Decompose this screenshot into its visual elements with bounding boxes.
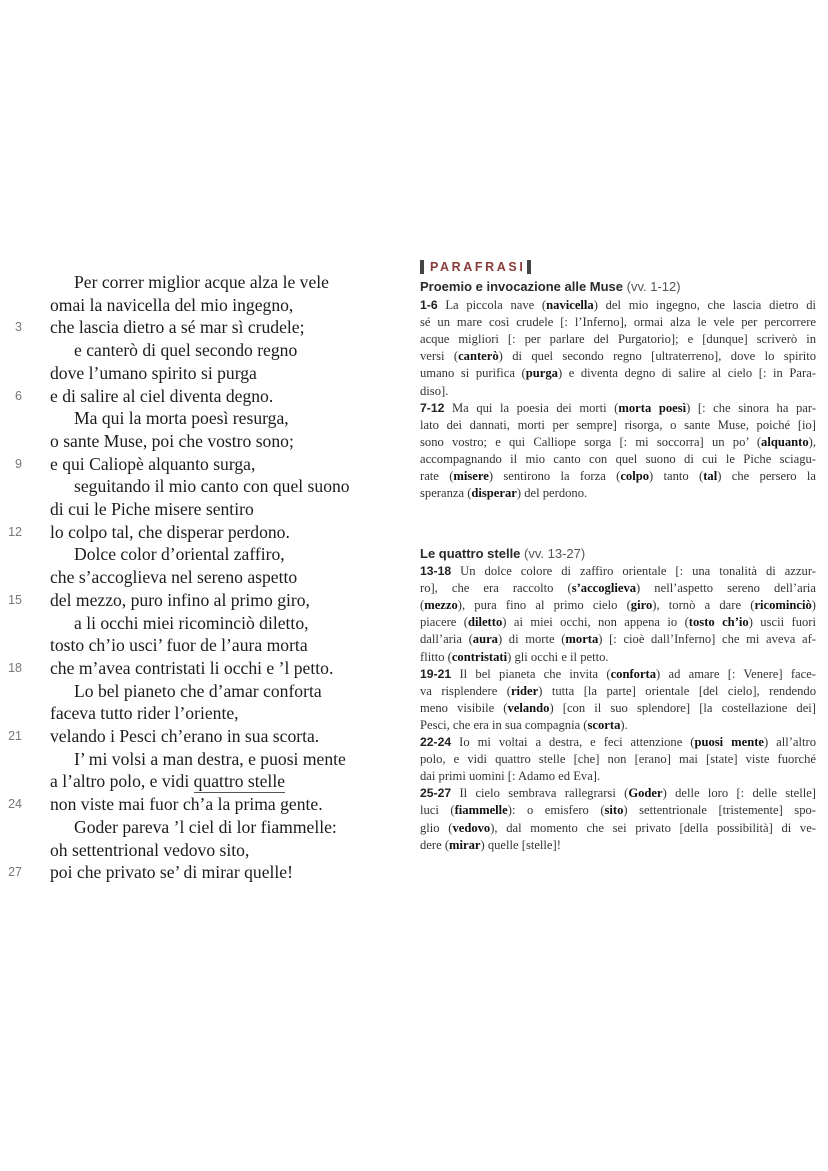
verse-number: 6 xyxy=(15,388,22,403)
paraphrase-line xyxy=(420,434,816,451)
verse-text-content: a li occhi miei ricominciò diletto, xyxy=(74,612,309,633)
poem-verse xyxy=(0,429,400,453)
paraphrase-text: ) uscii fuori xyxy=(748,615,816,630)
paraphrase-line xyxy=(420,785,816,802)
paraphrase-line xyxy=(420,331,816,348)
glossed-term: colpo xyxy=(620,469,649,483)
poem-verse xyxy=(0,338,400,362)
paraphrase-text: Io mi voltai a destra, e feci attenzione ( xyxy=(451,735,695,749)
poem-verse xyxy=(0,679,400,703)
verse-text-content: Ma qui la morta poesì resurga, xyxy=(74,408,289,429)
poem-verse xyxy=(0,270,400,294)
paraphrase-line xyxy=(420,383,816,400)
verse-text xyxy=(50,565,297,589)
verse-text xyxy=(74,270,329,294)
verse-text xyxy=(50,633,308,657)
paraphrase-text: speranza ( xyxy=(420,486,472,501)
verse-text-content: e qui Caliopè alquanto surga, xyxy=(50,453,256,474)
paraphrase-text: ) [: cioè dall’Inferno] che mi aveva af- xyxy=(598,632,816,647)
paraphrase-text: ) nell’aspetto sereno dell’aria xyxy=(636,581,816,596)
verse-text xyxy=(74,474,350,498)
section-title-text: Le quattro stelle xyxy=(420,546,521,561)
paraphrase-text: ) sentirono la forza ( xyxy=(488,469,621,483)
verse-text xyxy=(74,338,297,362)
paraphrase-line xyxy=(420,768,816,785)
glossed-term: morta xyxy=(565,632,599,647)
verse-number: 3 xyxy=(15,320,22,335)
paraphrase-text: ) [: che sinora ha par- xyxy=(686,400,817,415)
paraphrase-text: ) quelle [stelle]! xyxy=(480,837,561,852)
glossed-term: contristati xyxy=(451,649,508,664)
verse-range-label: 19-21 xyxy=(420,666,452,681)
verse-text xyxy=(50,724,319,748)
paraphrase-text: ) gli occhi e il petto. xyxy=(507,649,609,664)
verse-text-content: Per correr miglior acque alza le vele xyxy=(74,272,329,292)
header-bar-right xyxy=(527,260,531,274)
paraphrase-line xyxy=(420,348,816,365)
glossed-term: vedovo xyxy=(452,820,491,835)
verse-text-content: di cui le Piche misere sentiro xyxy=(50,499,254,519)
verse-range-label: 1-6 xyxy=(420,298,438,312)
paraphrase-line xyxy=(420,837,816,854)
paraphrase-text: rate ( xyxy=(420,469,454,483)
verse-text-content: velando i Pesci ch’erano in sua scorta. xyxy=(50,726,320,746)
paraphrase-line xyxy=(420,683,816,700)
poem-verse xyxy=(0,406,400,430)
paraphrase-text: ) del perdono. xyxy=(516,486,588,501)
paraphrase-line xyxy=(420,417,816,434)
glossed-term: navicella xyxy=(546,298,594,312)
paraphrase-text: ) settentrionale [tristemente] spo- xyxy=(623,803,816,818)
glossed-term: tosto ch’io xyxy=(688,615,749,630)
paraphrase-text: ) del mio ingegno, che lascia dietro di xyxy=(593,298,816,312)
paraphrase-text: polo, e vidi quattro stelle [che] non [erano] mai [state] viste fuorché xyxy=(420,752,816,767)
verse-text xyxy=(50,769,285,793)
paraphrase-line xyxy=(420,631,816,648)
paraphrase-text: meno visibile ( xyxy=(420,700,508,715)
paraphrase-line xyxy=(420,400,816,417)
verse-text xyxy=(74,406,289,430)
verse-text-content: non viste mai fuor ch’a la prima gente. xyxy=(50,794,323,815)
glossed-term: ricominciò xyxy=(754,598,812,613)
glossed-term: alquanto xyxy=(761,434,809,449)
paraphrase-text: glio ( xyxy=(420,820,453,835)
glossed-term: disperar xyxy=(471,486,517,501)
verse-text-content: Dolce color d’oriental zaffiro, xyxy=(74,544,285,565)
paraphrase-text: ), pura fino al primo cielo ( xyxy=(457,598,631,613)
paraphrase-text: ). xyxy=(620,717,628,732)
paraphrase-text: ) ai miei occhi, non appena io ( xyxy=(502,615,689,630)
poem-verse xyxy=(0,656,400,680)
glossed-term: purga xyxy=(525,366,558,381)
paraphrase-text: va risplendere ( xyxy=(420,683,511,698)
paraphrase-header-label: PARAFRASI xyxy=(430,260,526,274)
verse-text-content: seguitando il mio canto con quel suono xyxy=(74,476,350,497)
paraphrase-line xyxy=(420,820,816,837)
verse-text-content: tosto ch’io usci’ fuor de l’aura morta xyxy=(50,635,308,656)
paraphrase-text: Il cielo sembrava rallegrarsi ( xyxy=(451,786,629,801)
paraphrase-text: acque migliori [: per parlare del Purgatorio]; e [dunque] scriverò in xyxy=(420,332,816,347)
glossed-term: conforta xyxy=(610,666,657,681)
paraphrase-text: diso]. xyxy=(420,383,449,398)
verse-text xyxy=(50,656,333,680)
paraphrase-line xyxy=(420,580,816,597)
paraphrase-text: dere ( xyxy=(420,837,450,852)
verse-text xyxy=(50,860,293,884)
paraphrase-line xyxy=(420,365,816,382)
paraphrase-text: ), xyxy=(808,434,816,449)
poem-verse xyxy=(0,565,400,589)
poem-verse xyxy=(0,769,400,793)
paraphrase-text: Pesci, che era in sua compagnia ( xyxy=(420,717,588,732)
poem-verse xyxy=(0,497,400,521)
paraphrase-text: versi ( xyxy=(420,349,459,364)
paraphrase-line xyxy=(420,751,816,768)
glossed-term: morta poesì xyxy=(618,400,687,415)
verse-number: 18 xyxy=(8,660,22,675)
verse-text xyxy=(74,611,309,635)
verse-text-content: Lo bel pianeto che d’amar conforta xyxy=(74,680,322,701)
verse-range-label: 13-18 xyxy=(420,564,452,578)
poem-verse xyxy=(0,474,400,498)
paraphrase-text: flitto ( xyxy=(420,649,452,664)
paraphrase-text: lato dei dannati, morti per sempre] risorga, o sante Muse, poiché [io] xyxy=(420,417,816,432)
glossed-term: fiammelle xyxy=(454,803,508,818)
paraphrase-text: sé un mare così crudele [: l’Inferno], ormai alza le vele per percorrere xyxy=(420,315,816,330)
poem-verse xyxy=(0,815,400,839)
section-verse-range: (vv. 1-12) xyxy=(626,279,681,294)
poem-verse xyxy=(0,293,400,317)
verse-text xyxy=(50,315,305,339)
poem-verse xyxy=(0,724,400,748)
poem-verse xyxy=(0,860,400,884)
paraphrase-text: Il bel pianeta che invita ( xyxy=(451,666,611,681)
poem-verse xyxy=(0,588,400,612)
paraphrase-text: Ma qui la poesia dei morti ( xyxy=(444,400,619,415)
paraphrase-text: ( xyxy=(420,598,425,613)
verse-number: 21 xyxy=(8,729,22,743)
verse-range-label: 25-27 xyxy=(420,786,452,801)
glossed-term: puosi mente xyxy=(694,735,764,749)
verse-text xyxy=(50,384,273,408)
glossed-term: Goder xyxy=(628,786,663,801)
poem-verse xyxy=(0,384,400,408)
paraphrase-text: umano si purifica ( xyxy=(420,366,526,381)
verse-text-content: faceva tutto rider l’oriente, xyxy=(50,703,239,724)
verse-number: 12 xyxy=(8,524,22,539)
verse-text xyxy=(50,497,254,521)
glossed-term: giro xyxy=(630,598,653,613)
paraphrase-line xyxy=(420,297,816,314)
paraphrase-header xyxy=(420,258,531,276)
poem-verse xyxy=(0,315,400,339)
verse-text xyxy=(74,747,346,771)
paraphrase-text: ), tornò a dare ( xyxy=(652,598,755,613)
paraphrase-text: accompagnando il mio canto con quel suono di cui le Piche sciagu- xyxy=(420,451,816,466)
paraphrase-text: sono vostro; e qui Calliope sorga [: mi soccorra] un po’ ( xyxy=(420,434,762,449)
glossed-term: scorta xyxy=(587,717,621,732)
verse-text xyxy=(74,542,285,566)
glossed-term: tal xyxy=(703,469,718,483)
verse-text-content: che s’accoglieva nel sereno aspetto xyxy=(50,567,298,588)
paraphrase-line xyxy=(420,451,816,468)
verse-text-content: o sante Muse, poi che vostro sono; xyxy=(50,430,294,451)
verse-text xyxy=(50,838,249,862)
verse-text xyxy=(50,792,323,816)
glossed-term: mirar xyxy=(449,837,481,852)
verse-text-content: a l’altro polo, e vidi xyxy=(50,771,194,792)
paraphrase-text: ) xyxy=(811,598,816,613)
verse-text-content: oh settentrional vedovo sito, xyxy=(50,839,250,860)
paraphrase-text: ) tanto ( xyxy=(649,469,704,483)
verse-text xyxy=(74,815,337,839)
paraphrase-text: ) di quel secondo regno [ultraterreno], dove lo spirito xyxy=(498,349,816,364)
verse-text-content: dove l’umano spirito si purga xyxy=(50,362,257,383)
paraphrase-text: ) all’altro xyxy=(763,735,816,749)
paraphrase-line xyxy=(420,485,816,502)
glossed-term: sito xyxy=(604,803,624,818)
verse-text xyxy=(74,679,322,703)
poem-verse xyxy=(0,633,400,657)
paraphrase-line xyxy=(420,468,816,485)
poem-verse xyxy=(0,520,400,544)
paraphrase-text: dai primi uomini [: Adamo ed Eva]. xyxy=(420,769,601,784)
glossed-term: misere xyxy=(453,469,489,483)
verse-text xyxy=(50,701,239,725)
verse-text-content: omai la navicella del mio ingegno, xyxy=(50,294,294,315)
section-title-text: Proemio e invocazione alle Muse xyxy=(420,279,624,294)
verse-text-content: Goder pareva ’l ciel di lor fiammelle: xyxy=(74,816,337,837)
paraphrase-text: ) ad amare [: Venere] face- xyxy=(656,666,816,681)
glossed-term: aura xyxy=(472,632,498,647)
paraphrase-line xyxy=(420,314,816,331)
verse-number: 24 xyxy=(8,797,22,812)
glossed-term: mezzo xyxy=(424,598,458,613)
paraphrase-text: ) e diventa degno di salire al cielo [: in Para- xyxy=(557,366,816,381)
glossed-term: canterò xyxy=(458,349,499,364)
paraphrase-text: ro], che era raccolto ( xyxy=(420,581,572,596)
paraphrase-line xyxy=(420,649,816,666)
poem-verse xyxy=(0,542,400,566)
paraphrase-text: ) delle loro [: delle stelle] xyxy=(662,786,816,801)
poem-verse xyxy=(0,361,400,385)
poem-verse xyxy=(0,452,400,476)
glossed-term: diletto xyxy=(467,615,503,630)
verse-text-content: lo colpo tal, che disperar perdono. xyxy=(50,521,290,542)
paraphrase-line xyxy=(420,666,816,683)
section-title-proemio xyxy=(420,278,681,295)
glossed-term: s’accoglieva xyxy=(571,581,637,596)
verse-text xyxy=(50,293,293,317)
verse-text-content: del mezzo, puro infino al primo giro, xyxy=(50,589,310,610)
poem-verse xyxy=(0,747,400,771)
underlined-phrase: quattro stelle xyxy=(193,771,286,792)
glossed-term: rider xyxy=(510,683,539,698)
paraphrase-line xyxy=(420,700,816,717)
verse-number: 27 xyxy=(8,865,22,880)
paraphrase-text: luci ( xyxy=(420,803,455,818)
verse-text xyxy=(50,452,255,476)
paraphrase-text: La piccola nave ( xyxy=(437,298,547,312)
verse-text-content: poi che privato se’ di mirar quelle! xyxy=(50,862,293,883)
paraphrase-line xyxy=(420,563,816,580)
verse-text-content: e di salire al ciel diventa degno. xyxy=(50,385,274,406)
glossed-term: velando xyxy=(507,700,550,715)
paraphrase-text: ): o emisfero ( xyxy=(507,803,605,818)
verse-text xyxy=(50,361,257,385)
paraphrase-text: ), dal momento che sei privato [della possibilità] di ve- xyxy=(490,820,816,835)
verse-text xyxy=(50,429,294,453)
verse-text-content: e canterò di quel secondo regno xyxy=(74,340,298,361)
paraphrase-text: ) [con il suo splendore] [la costellazione dei] xyxy=(549,700,816,715)
section-title-quattro-stelle xyxy=(420,545,585,562)
verse-text xyxy=(50,520,290,544)
paraphrase-line xyxy=(420,614,816,631)
paraphrase-text: ) tutta [la parte] orientale [del cielo], rendendo xyxy=(538,683,816,698)
paraphrase-text: dall’aria ( xyxy=(420,632,473,647)
poem-verse xyxy=(0,701,400,725)
paraphrase-text: piacere ( xyxy=(420,615,468,630)
verse-number: 9 xyxy=(15,456,22,471)
paraphrase-line xyxy=(420,597,816,614)
paraphrase-line xyxy=(420,717,816,734)
verse-text-content: che lascia dietro a sé mar sì crudele; xyxy=(50,317,305,338)
verse-text xyxy=(50,588,310,612)
poem-verse xyxy=(0,792,400,816)
header-bar-left xyxy=(420,260,424,274)
verse-range-label: 7-12 xyxy=(420,400,445,415)
paraphrase-line xyxy=(420,734,816,751)
verse-number: 15 xyxy=(8,592,22,607)
section-verse-range: (vv. 13-27) xyxy=(524,546,586,561)
paraphrase-text: ) che persero la xyxy=(717,469,816,483)
poem-verse xyxy=(0,838,400,862)
poem-verse xyxy=(0,611,400,635)
verse-text-content: che m’avea contristati li occhi e ’l petto. xyxy=(50,657,334,678)
paraphrase-line xyxy=(420,802,816,819)
paraphrase-text: Un dolce colore di zaffiro orientale [: una tonalità di azzur- xyxy=(451,564,816,578)
verse-text-content: I’ mi volsi a man destra, e puosi mente xyxy=(74,748,346,769)
verse-range-label: 22-24 xyxy=(420,735,452,749)
paraphrase-text: ) di morte ( xyxy=(497,632,566,647)
